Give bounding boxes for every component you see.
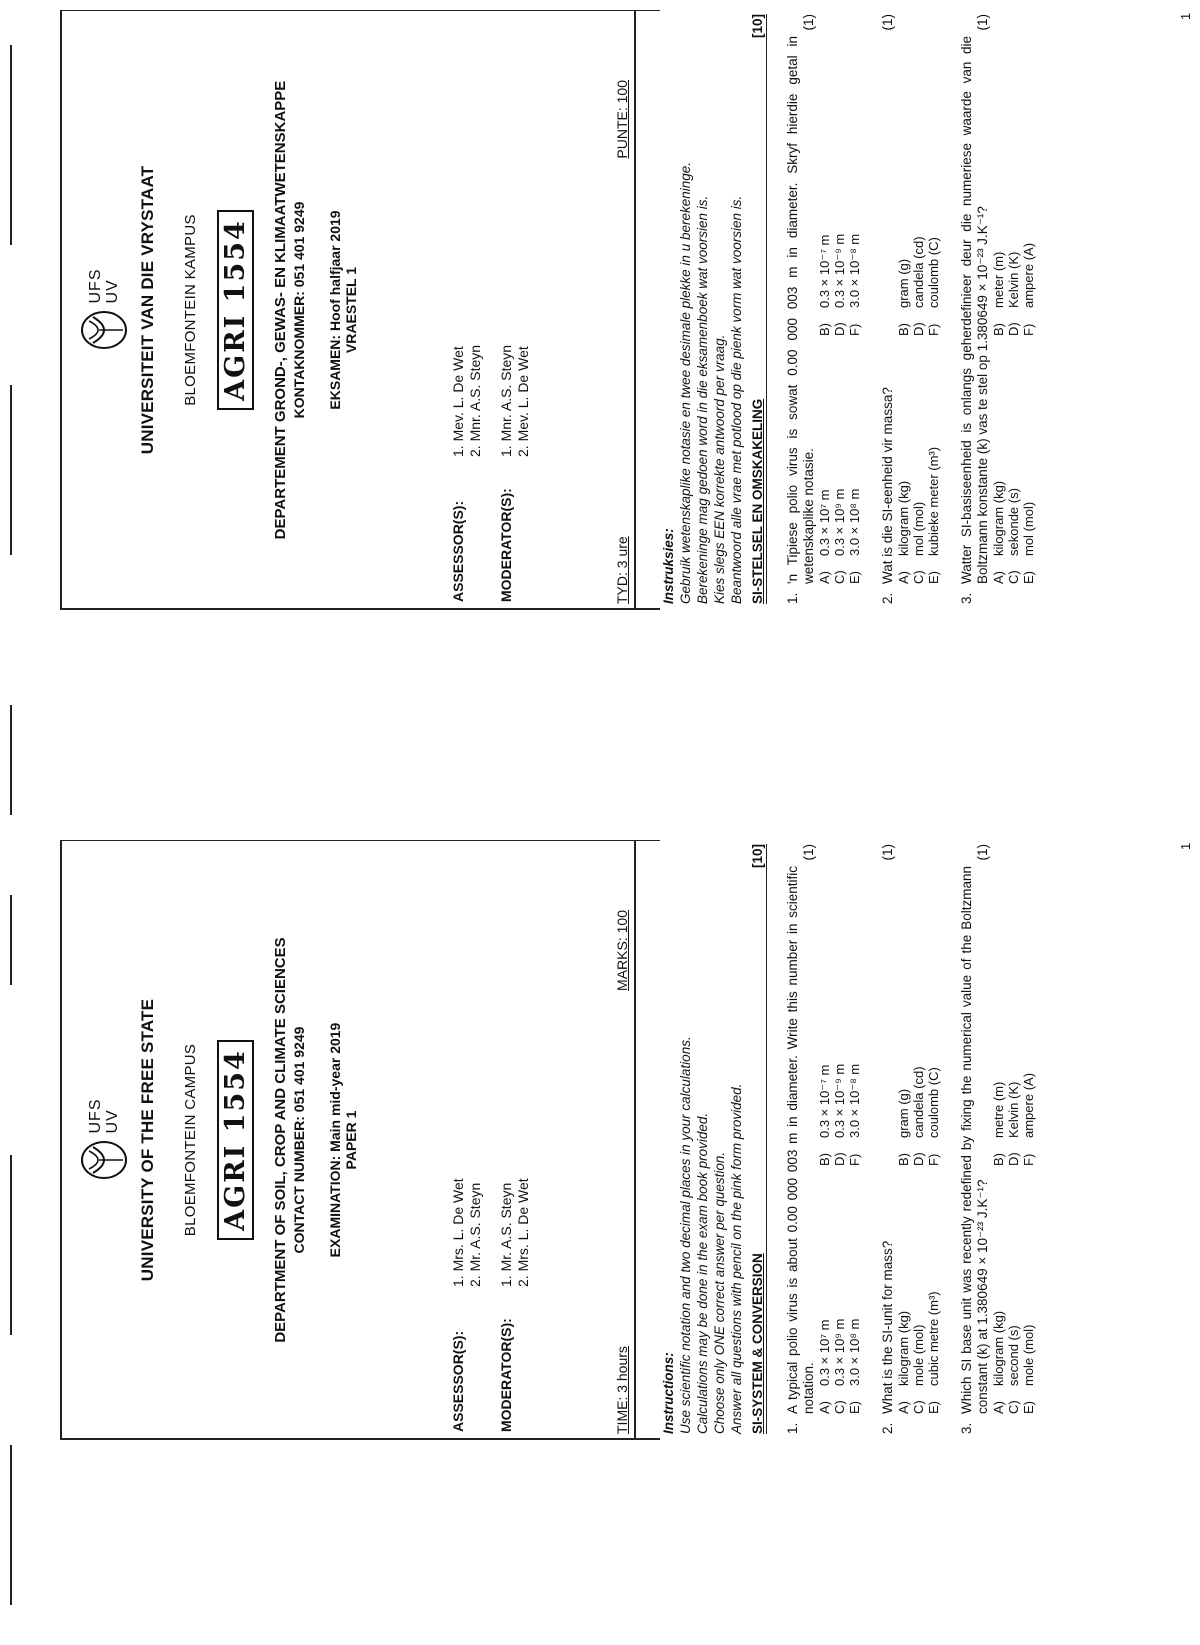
question-mark: (1) bbox=[975, 14, 990, 31]
page-number: 1 bbox=[1178, 12, 1193, 20]
time-marks-row bbox=[608, 840, 638, 1440]
option-letter: D) bbox=[1006, 1152, 1021, 1166]
question-mark: (1) bbox=[801, 14, 816, 31]
examiners-block bbox=[450, 22, 546, 602]
question-number: 3. bbox=[959, 592, 974, 604]
option-letter: F) bbox=[926, 323, 941, 336]
assessor-name: 1. Mrs. L. De Wet bbox=[450, 1178, 466, 1287]
instruction-line: Answer all questions with pencil on the pink form provided. bbox=[729, 1083, 744, 1434]
option-letter: B) bbox=[896, 323, 911, 336]
option-text: Kelvin (K) bbox=[1006, 251, 1021, 308]
course-code: AGRI 1554 bbox=[217, 1040, 254, 1240]
university-logo bbox=[72, 269, 136, 352]
option-text: kilogram (kg) bbox=[896, 1310, 911, 1386]
moderator-label: MODERATOR(S): bbox=[498, 488, 514, 602]
instruction-line: Choose only ONE correct answer per question. bbox=[712, 1151, 727, 1434]
option-letter: A) bbox=[896, 1401, 911, 1414]
option-letter: F) bbox=[847, 1153, 862, 1166]
exam-marks: PUNTE: 100 bbox=[614, 80, 630, 159]
page-number: 1 bbox=[1178, 842, 1193, 850]
option-text: candela (cd) bbox=[911, 1066, 926, 1138]
university-logo bbox=[72, 1099, 136, 1182]
option-letter: B) bbox=[991, 323, 1006, 336]
campus-name: BLOEMFONTEIN KAMPUS bbox=[182, 214, 199, 406]
exam-title: EXAMINATION: Main mid-year 2019 bbox=[327, 1022, 343, 1258]
scan-edge-marks bbox=[0, 0, 40, 1645]
question-mark: (1) bbox=[880, 844, 895, 861]
paper-number: VRAESTEL 1 bbox=[343, 266, 359, 354]
ufs-emblem-icon bbox=[79, 310, 129, 352]
option-text: mol (mol) bbox=[911, 501, 926, 556]
option-text: kubieke meter (m³) bbox=[926, 446, 941, 556]
question-number: 3. bbox=[959, 1422, 974, 1434]
option-text: ampere (A) bbox=[1021, 242, 1036, 308]
question-text: Which SI base unit was recently redefined by fixing the numerical value of the Boltzmann constant (k) at 1.380649 × 10⁻²³ J.K⁻¹? bbox=[959, 866, 990, 1414]
examiners-block bbox=[450, 852, 546, 1432]
exam-marks: MARKS: 100 bbox=[614, 910, 630, 991]
option-text: 3.0 × 10⁻⁸ m bbox=[847, 1063, 862, 1138]
option-letter: E) bbox=[847, 1401, 862, 1414]
university-name: UNIVERSITEIT VAN DIE VRYSTAAT bbox=[138, 165, 157, 455]
option-text: 3.0 × 10⁻⁸ m bbox=[847, 233, 862, 308]
option-letter: D) bbox=[832, 322, 847, 336]
question-text: What is the SI-unit for mass? bbox=[880, 1240, 895, 1414]
contact-number: CONTACT NUMBER: 051 401 9249 bbox=[291, 1026, 307, 1254]
option-text: kilogram (kg) bbox=[991, 480, 1006, 556]
option-letter: E) bbox=[1021, 571, 1036, 584]
option-letter: E) bbox=[926, 1401, 941, 1414]
option-text: candela (cd) bbox=[911, 236, 926, 308]
scan-mark bbox=[10, 45, 12, 245]
option-text: 0.3 × 10⁻⁹ m bbox=[832, 1063, 847, 1138]
question-3 bbox=[959, 844, 1036, 1434]
moderator-label: MODERATOR(S): bbox=[498, 1318, 514, 1432]
question-3 bbox=[959, 14, 1036, 604]
option-text: 0.3 × 10⁻⁹ m bbox=[832, 233, 847, 308]
option-text: metre (m) bbox=[991, 1081, 1006, 1138]
option-text: kilogram (kg) bbox=[896, 480, 911, 556]
option-letter: E) bbox=[847, 571, 862, 584]
assessor-name: 2. Mnr. A.S. Steyn bbox=[467, 344, 483, 457]
instruction-line: Beantwoord alle vrae met potlood op die pienk vorm wat voorsien is. bbox=[729, 195, 744, 604]
instruction-line: Use scientific notation and two decimal places in your calculations. bbox=[678, 1036, 693, 1434]
option-letter: C) bbox=[911, 570, 926, 584]
option-text: coulomb (C) bbox=[926, 237, 941, 308]
instruction-line: Kies slegs EEN korrekte antwoord per vraag. bbox=[712, 334, 727, 604]
moderator-name: 1. Mr. A.S. Steyn bbox=[498, 1182, 514, 1287]
scan-mark bbox=[10, 1445, 12, 1605]
assessor-label: ASSESSOR(S): bbox=[450, 500, 466, 602]
question-number: 2. bbox=[880, 592, 895, 604]
option-text: 0.3 × 10⁻⁷ m bbox=[817, 234, 832, 308]
option-letter: E) bbox=[926, 571, 941, 584]
option-text: mole (mol) bbox=[911, 1324, 926, 1386]
option-letter: C) bbox=[832, 1400, 847, 1414]
option-text: 0.3 × 10⁷ m bbox=[817, 1319, 832, 1386]
question-1 bbox=[785, 14, 862, 604]
option-text: 3.0 × 10⁸ m bbox=[847, 1318, 862, 1386]
assessor-label: ASSESSOR(S): bbox=[450, 1330, 466, 1432]
scan-mark bbox=[10, 1155, 12, 1335]
option-text: gram (g) bbox=[896, 1088, 911, 1138]
instruction-line: Gebruik wetenskaplike notasie en twee desimale plekke in u berekeninge. bbox=[678, 161, 693, 604]
question-mark: (1) bbox=[801, 844, 816, 861]
question-1 bbox=[785, 844, 862, 1434]
option-letter: F) bbox=[926, 1153, 941, 1166]
option-text: Kelvin (K) bbox=[1006, 1081, 1021, 1138]
option-letter: A) bbox=[896, 571, 911, 584]
option-text: 0.3 × 10⁹ m bbox=[832, 488, 847, 556]
course-code: AGRI 1554 bbox=[217, 210, 254, 410]
option-letter: B) bbox=[896, 1153, 911, 1166]
option-text: 0.3 × 10⁷ m bbox=[817, 489, 832, 556]
option-text: mole (mol) bbox=[1021, 1324, 1036, 1386]
exam-time: TIME: 3 hours bbox=[614, 1346, 630, 1434]
moderator-name: 2. Mrs. L. De Wet bbox=[515, 1178, 531, 1287]
option-text: ampere (A) bbox=[1021, 1072, 1036, 1138]
instructions bbox=[660, 844, 745, 1434]
department-name: DEPARTEMENT GROND-, GEWAS- EN KLIMAATWETENSKAPPE bbox=[272, 80, 289, 540]
option-letter: B) bbox=[817, 323, 832, 336]
exam-title: EKSAMEN: Hoof halfjaar 2019 bbox=[327, 210, 343, 410]
option-letter: A) bbox=[991, 571, 1006, 584]
logo-text-ufs: UFS bbox=[87, 1098, 104, 1134]
scan-mark bbox=[10, 895, 12, 985]
university-name: UNIVERSITY OF THE FREE STATE bbox=[138, 998, 157, 1282]
option-text: coulomb (C) bbox=[926, 1067, 941, 1138]
question-number: 1. bbox=[785, 592, 800, 604]
option-letter: E) bbox=[1021, 1401, 1036, 1414]
assessor-name: 1. Mev. L. De Wet bbox=[450, 346, 466, 457]
option-letter: A) bbox=[991, 1401, 1006, 1414]
section-marks: [10] bbox=[750, 14, 765, 39]
logo-text-uv: UV bbox=[104, 1109, 121, 1134]
header-block bbox=[72, 10, 359, 610]
section-si-system bbox=[750, 844, 1036, 1434]
option-text: meter (m) bbox=[991, 251, 1006, 308]
section-title: SI-SYSTEM & CONVERSION bbox=[750, 1253, 765, 1434]
option-text: mol (mol) bbox=[1021, 501, 1036, 556]
instruction-line: Berekeninge mag gedoen word in die eksamenboek wat voorsien is. bbox=[695, 195, 710, 604]
question-mark: (1) bbox=[880, 14, 895, 31]
option-letter: F) bbox=[847, 323, 862, 336]
option-letter: C) bbox=[1006, 1400, 1021, 1414]
campus-name: BLOEMFONTEIN CAMPUS bbox=[182, 1043, 199, 1237]
moderator-name: 2. Mev. L. De Wet bbox=[515, 346, 531, 457]
question-text: A typical polio virus is about 0.00 000 003 m in diameter. Write this number in scientific notation. bbox=[785, 866, 816, 1414]
option-text: cubic metre (m³) bbox=[926, 1291, 941, 1386]
option-text: 3.0 × 10⁸ m bbox=[847, 488, 862, 556]
english-page bbox=[60, 840, 1193, 1440]
option-letter: B) bbox=[991, 1153, 1006, 1166]
assessor-name: 2. Mr. A.S. Steyn bbox=[467, 1182, 483, 1287]
logo-text-uv: UV bbox=[104, 279, 121, 304]
moderator-name: 1. Mnr. A.S. Steyn bbox=[498, 344, 514, 457]
option-text: second (s) bbox=[1006, 1325, 1021, 1386]
instructions bbox=[660, 14, 745, 604]
option-text: sekonde (s) bbox=[1006, 488, 1021, 556]
option-letter: F) bbox=[1021, 323, 1036, 336]
option-letter: C) bbox=[911, 1400, 926, 1414]
ufs-emblem-icon bbox=[79, 1140, 129, 1182]
instructions-title: Instruksies: bbox=[661, 528, 676, 604]
logo-text-ufs: UFS bbox=[87, 268, 104, 304]
option-text: 0.3 × 10⁻⁷ m bbox=[817, 1064, 832, 1138]
contact-number: KONTAKNOMMER: 051 401 9249 bbox=[291, 201, 307, 419]
scan-mark bbox=[10, 385, 12, 555]
question-number: 2. bbox=[880, 1422, 895, 1434]
option-letter: B) bbox=[817, 1153, 832, 1166]
option-text: gram (g) bbox=[896, 258, 911, 308]
option-letter: D) bbox=[1006, 322, 1021, 336]
question-2 bbox=[880, 844, 941, 1434]
department-name: DEPARTMENT OF SOIL, CROP AND CLIMATE SCIENCES bbox=[272, 937, 289, 1343]
option-letter: D) bbox=[832, 1152, 847, 1166]
question-mark: (1) bbox=[975, 844, 990, 861]
option-text: kilogram (kg) bbox=[991, 1310, 1006, 1386]
question-2 bbox=[880, 14, 941, 604]
question-text: Wat is die SI-eenheid vir massa? bbox=[880, 387, 895, 584]
option-letter: F) bbox=[1021, 1153, 1036, 1166]
paper-number: PAPER 1 bbox=[343, 1110, 359, 1170]
scan-mark bbox=[10, 705, 12, 815]
instructions-title: Instructions: bbox=[661, 1352, 676, 1434]
question-text: Watter SI-basiseenheid is onlangs geherdefinieer deur die numeriese waarde van die Boltzmann konstante (k) vas te stel op 1.380649 × 10⁻²³ J.K⁻¹? bbox=[959, 36, 990, 584]
question-number: 1. bbox=[785, 1422, 800, 1434]
header-block bbox=[72, 840, 359, 1440]
option-letter: D) bbox=[911, 1152, 926, 1166]
time-marks-row bbox=[608, 10, 638, 610]
section-title: SI-STELSEL EN OMSKAKELING bbox=[750, 398, 765, 604]
section-marks: [10] bbox=[750, 844, 765, 869]
option-letter: A) bbox=[817, 1401, 832, 1414]
option-letter: D) bbox=[911, 322, 926, 336]
option-letter: A) bbox=[817, 571, 832, 584]
section-si-stelsel bbox=[750, 14, 1036, 604]
afrikaans-page bbox=[60, 10, 1193, 610]
exam-time: TYD: 3 ure bbox=[614, 536, 630, 604]
instruction-line: Calculations may be done in the exam book provided. bbox=[695, 1112, 710, 1434]
question-text: 'n Tipiese polio virus is sowat 0.00 000 003 m in diameter. Skryf hierdie getal in wetenskaplike notasie. bbox=[785, 36, 816, 584]
option-letter: C) bbox=[1006, 570, 1021, 584]
option-text: 0.3 × 10⁹ m bbox=[832, 1318, 847, 1386]
option-letter: C) bbox=[832, 570, 847, 584]
